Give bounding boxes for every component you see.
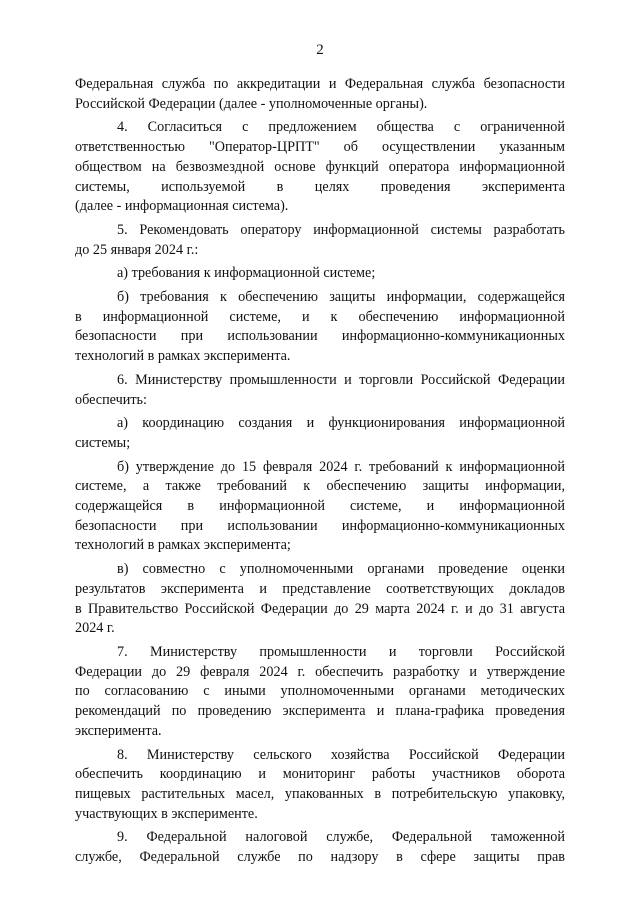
text-line: системы; [75, 434, 131, 451]
paragraph [75, 643, 565, 742]
paragraph [75, 828, 565, 867]
text-line: безопасности при использовании информационно-коммуникационных [75, 517, 565, 534]
text-line: обеспечить: [75, 391, 147, 408]
text-line: системы, используемой в целях проведения эксперимента [75, 178, 565, 195]
text-line: технологий в рамках эксперимента; [75, 537, 291, 554]
text-line: до 25 января 2024 г.: [75, 241, 199, 258]
text-line: эксперимента. [75, 722, 162, 739]
text-line: б) требования к обеспечению защиты информации, содержащейся [117, 289, 565, 306]
paragraph [75, 75, 565, 114]
text-line: содержащейся в информационной системе, и информационной [75, 498, 565, 515]
text-line: службе, Федеральной службе по надзору в сфере защиты прав [75, 849, 565, 866]
text-line: Российской Федерации (далее - уполномоченные органы). [75, 95, 428, 112]
paragraph [75, 288, 565, 367]
text-line: Федерации до 29 февраля 2024 г. обеспечить разработку и утверждение [75, 663, 565, 680]
text-line: участвующих в эксперименте. [75, 805, 258, 822]
text-line: ответственностью "Оператор-ЦРПТ" об осуществлении указанным [75, 139, 565, 156]
text-line: технологий в рамках эксперимента. [75, 348, 291, 365]
text-line: б) утверждение до 15 февраля 2024 г. требований к информационной [117, 458, 565, 475]
paragraph [75, 414, 565, 453]
text-line: а) требования к информационной системе; [117, 265, 376, 282]
paragraph [75, 746, 565, 825]
paragraph [75, 371, 565, 410]
text-line: 4. Согласиться с предложением общества с ограниченной [117, 119, 565, 136]
text-line: в Правительство Российской Федерации до 29 марта 2024 г. и до 31 августа [75, 600, 565, 617]
text-line: 5. Рекомендовать оператору информационной системы разработать [117, 221, 565, 238]
text-line: пищевых растительных масел, упакованных в потребительскую упаковку, [75, 785, 565, 802]
text-line: рекомендаций по проведению эксперимента и плана-графика проведения [75, 703, 565, 720]
paragraph [75, 560, 565, 639]
text-line: по согласованию с иными уполномоченными органами методических [75, 683, 565, 700]
text-line: результатов эксперимента и представление соответствующих докладов [75, 580, 565, 597]
paragraph [75, 118, 565, 217]
text-line: обществом на безвозмездной основе функций оператора информационной [75, 158, 565, 175]
text-line: в информационной системе, и к обеспечению информационной [75, 308, 565, 325]
text-line: а) координацию создания и функционирования информационной [117, 415, 565, 432]
text-line: Федеральная служба по аккредитации и Федеральная служба безопасности [75, 76, 565, 92]
paragraph [75, 221, 565, 260]
text-line: 6. Министерству промышленности и торговли Российской Федерации [117, 371, 565, 388]
text-line: 2024 г. [75, 620, 115, 637]
text-line: обеспечить координацию и мониторинг работы участников оборота [75, 766, 565, 783]
paragraph [75, 458, 565, 557]
text-line: в) совместно с уполномоченными органами проведение оценки [117, 561, 565, 578]
text-line: 7. Министерству промышленности и торговли Российской [117, 643, 565, 660]
text-line: 9. Федеральной налоговой службе, Федеральной таможенной [117, 829, 565, 846]
text-line: безопасности при использовании информационно-коммуникационных [75, 328, 565, 345]
paragraph [75, 264, 565, 284]
document-body [75, 75, 565, 872]
page-number: 2 [316, 42, 324, 58]
text-line: (далее - информационная система). [75, 198, 289, 215]
text-line: системе, а также требований к обеспечению защиты информации, [75, 478, 565, 495]
text-line: 8. Министерству сельского хозяйства Российской Федерации [117, 746, 565, 763]
